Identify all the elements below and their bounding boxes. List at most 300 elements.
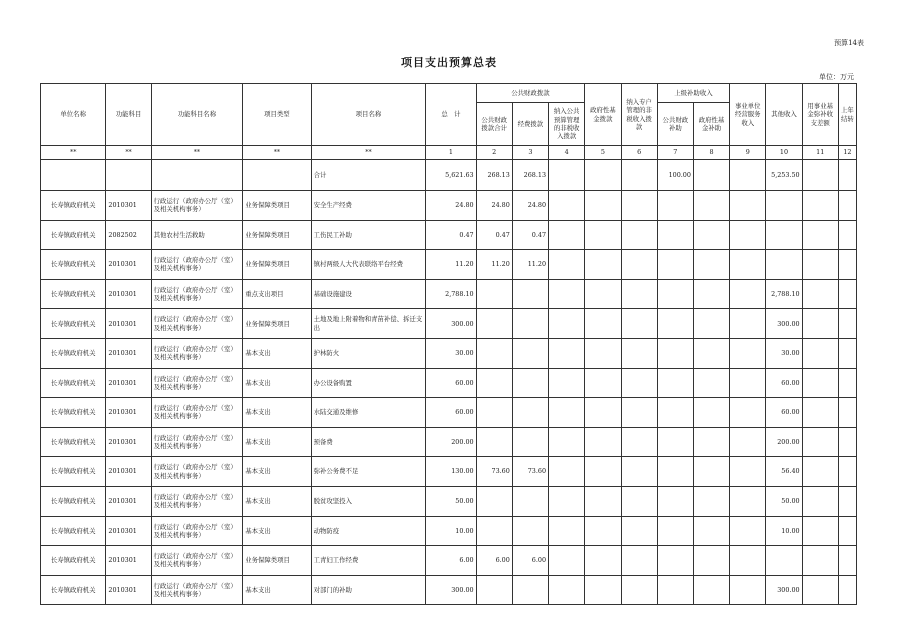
- empty-cell: [657, 486, 693, 516]
- empty-cell: [838, 457, 856, 487]
- empty-cell: [549, 575, 585, 605]
- empty-cell: [802, 516, 838, 546]
- empty-cell: [693, 191, 729, 221]
- table-row: [41, 546, 857, 576]
- cell-func-name: 行政运行（政府办公厅（室）及相关机构事务）: [151, 516, 243, 546]
- empty-cell: [802, 546, 838, 576]
- empty-cell: [730, 486, 766, 516]
- cell-unit: 长寿镇政府机关: [41, 250, 106, 280]
- cell-unit: 长寿镇政府机关: [41, 575, 106, 605]
- empty-cell: [657, 546, 693, 576]
- empty-cell: [621, 309, 657, 339]
- cell-pf-total: 73.60: [476, 457, 512, 487]
- cell-pf-total: [476, 427, 512, 457]
- cell-total: 0.47: [426, 220, 476, 250]
- cell-project-type: 业务保障类项目: [243, 546, 311, 576]
- empty-cell: [838, 398, 856, 428]
- empty-cell: [585, 457, 621, 487]
- empty-cell: [730, 309, 766, 339]
- cell-other-income: 2,788.10: [766, 279, 802, 309]
- cell-unit: 长寿镇政府机关: [41, 398, 106, 428]
- cell-other-income: 30.00: [766, 338, 802, 368]
- cell-pf-total: [476, 279, 512, 309]
- cell-project-name: 镇村两级人大代表联络平台经费: [311, 250, 426, 280]
- cell-pf-total: 0.47: [476, 220, 512, 250]
- cell-total: 60.00: [426, 368, 476, 398]
- empty-cell: [802, 457, 838, 487]
- empty-cell: [621, 279, 657, 309]
- cell-func-code: 2010301: [106, 309, 151, 339]
- empty-cell: [802, 191, 838, 221]
- cell-other-income: 56.40: [766, 457, 802, 487]
- cell-unit: 长寿镇政府机关: [41, 279, 106, 309]
- empty-cell: [585, 398, 621, 428]
- header-project-name: 项目名称: [311, 84, 426, 146]
- cell-other-income: [766, 220, 802, 250]
- empty-cell: [730, 250, 766, 280]
- cell-project-type: 基本支出: [243, 516, 311, 546]
- empty-cell: [693, 338, 729, 368]
- empty-cell: [621, 575, 657, 605]
- empty-cell: [838, 368, 856, 398]
- cell-project-name: 土地及地上附着物和青苗补偿、拆迁支出: [311, 309, 426, 339]
- cell-func-code: 2010301: [106, 191, 151, 221]
- cell-func-name: 行政运行（政府办公厅（室）及相关机构事务）: [151, 338, 243, 368]
- empty-cell: [621, 457, 657, 487]
- empty-cell: [621, 516, 657, 546]
- cell-pf-total: [476, 309, 512, 339]
- header-gov-fund: 政府性基金拨款: [585, 84, 621, 146]
- cell-other-income: [766, 250, 802, 280]
- header-public-finance-group: 公共财政拨款: [476, 84, 585, 103]
- cell-func-code: 2010301: [106, 516, 151, 546]
- cell-func-code: 2010301: [106, 250, 151, 280]
- empty-cell: [730, 279, 766, 309]
- cell-operating: [512, 516, 548, 546]
- index-cell: 5: [585, 146, 621, 160]
- cell-func-name: 行政运行（政府办公厅（室）及相关机构事务）: [151, 368, 243, 398]
- empty-cell: [838, 220, 856, 250]
- total-operating: 268.13: [512, 160, 548, 191]
- cell-project-name: 对部门的补助: [311, 575, 426, 605]
- empty-cell: [730, 368, 766, 398]
- empty-cell: [802, 338, 838, 368]
- empty-cell: [838, 486, 856, 516]
- empty-cell: [585, 368, 621, 398]
- cell-project-type: 业务保障类项目: [243, 191, 311, 221]
- header-reserve: 用事业基金弥补收支差额: [802, 84, 838, 146]
- table-row: [41, 486, 857, 516]
- cell-func-name: 其他农村生活救助: [151, 220, 243, 250]
- empty-cell: [693, 546, 729, 576]
- empty-cell: [693, 309, 729, 339]
- cell-other-income: [766, 191, 802, 221]
- cell-func-name: 行政运行（政府办公厅（室）及相关机构事务）: [151, 427, 243, 457]
- cell-project-name: 安全生产经费: [311, 191, 426, 221]
- cell-total: 6.00: [426, 546, 476, 576]
- empty-cell: [585, 279, 621, 309]
- cell-other-income: 300.00: [766, 309, 802, 339]
- empty-cell: [621, 250, 657, 280]
- cell-project-name: 基础设施建设: [311, 279, 426, 309]
- header-special-account-nontax: 纳入专户管理的非税收入拨款: [621, 84, 657, 146]
- cell-func-name: 行政运行（政府办公厅（室）及相关机构事务）: [151, 546, 243, 576]
- index-cell: **: [311, 146, 426, 160]
- empty-cell: [838, 575, 856, 605]
- index-cell: **: [41, 146, 106, 160]
- cell-other-income: 60.00: [766, 368, 802, 398]
- cell-unit: 长寿镇政府机关: [41, 546, 106, 576]
- table-row: [41, 516, 857, 546]
- cell-total: 24.80: [426, 191, 476, 221]
- table-row: [41, 338, 857, 368]
- form-number: 预算14表: [834, 39, 864, 47]
- empty-cell: [693, 457, 729, 487]
- empty-cell: [838, 427, 856, 457]
- empty-cell: [621, 191, 657, 221]
- cell-operating: [512, 427, 548, 457]
- cell-pf-total: [476, 398, 512, 428]
- cell-other-income: 10.00: [766, 516, 802, 546]
- cell-other-income: [766, 546, 802, 576]
- index-cell: 8: [693, 146, 729, 160]
- table-row: [41, 427, 857, 457]
- cell-other-income: 60.00: [766, 398, 802, 428]
- empty-cell: [730, 516, 766, 546]
- header-project-type: 项目类型: [243, 84, 311, 146]
- empty-cell: [621, 368, 657, 398]
- cell-operating: 6.00: [512, 546, 548, 576]
- empty-cell: [657, 368, 693, 398]
- empty-cell: [585, 250, 621, 280]
- empty-cell: [657, 250, 693, 280]
- empty-cell: [802, 575, 838, 605]
- cell-total: 50.00: [426, 486, 476, 516]
- header-row: [41, 84, 857, 103]
- table-row: [41, 191, 857, 221]
- empty-cell: [838, 338, 856, 368]
- total-row: [41, 160, 857, 191]
- cell-operating: [512, 279, 548, 309]
- empty-cell: [549, 368, 585, 398]
- header-func-name: 功能科目名称: [151, 84, 243, 146]
- empty-cell: [549, 398, 585, 428]
- index-row: [41, 146, 857, 160]
- header-public-finance-total: 公共财政拨款合计: [476, 103, 512, 146]
- header-business-income: 事业单位经营服务收入: [730, 84, 766, 146]
- table-row: [41, 575, 857, 605]
- cell-operating: 11.20: [512, 250, 548, 280]
- empty-cell: [657, 220, 693, 250]
- empty-cell: [838, 516, 856, 546]
- index-cell: 11: [802, 146, 838, 160]
- cell-project-name: 工伤民工补助: [311, 220, 426, 250]
- empty-cell: [585, 427, 621, 457]
- empty-cell: [838, 250, 856, 280]
- cell-operating: 0.47: [512, 220, 548, 250]
- cell-pf-total: [476, 338, 512, 368]
- cell-total: 300.00: [426, 575, 476, 605]
- empty-cell: [549, 457, 585, 487]
- table-row: [41, 309, 857, 339]
- header-total: 总 计: [426, 84, 476, 146]
- index-cell: 2: [476, 146, 512, 160]
- cell-operating: [512, 368, 548, 398]
- cell-operating: [512, 309, 548, 339]
- empty-cell: [838, 279, 856, 309]
- empty-cell: [657, 338, 693, 368]
- empty-cell: [693, 368, 729, 398]
- cell-project-type: 业务保障类项目: [243, 220, 311, 250]
- empty-cell: [802, 279, 838, 309]
- empty-cell: [549, 220, 585, 250]
- empty-cell: [585, 191, 621, 221]
- table-row: [41, 220, 857, 250]
- empty-cell: [693, 279, 729, 309]
- empty-cell: [693, 220, 729, 250]
- cell-func-name: 行政运行（政府办公厅（室）及相关机构事务）: [151, 279, 243, 309]
- header-special-account: 纳入公共预算管理的非税收入拨款: [549, 103, 585, 146]
- cell-func-name: 行政运行（政府办公厅（室）及相关机构事务）: [151, 250, 243, 280]
- cell-pf-total: [476, 368, 512, 398]
- cell-func-code: 2010301: [106, 486, 151, 516]
- index-cell: **: [106, 146, 151, 160]
- empty-cell: [585, 575, 621, 605]
- header-other-income: 其他收入: [766, 84, 802, 146]
- empty-cell: [549, 279, 585, 309]
- cell-unit: 长寿镇政府机关: [41, 486, 106, 516]
- cell-project-type: 基本支出: [243, 457, 311, 487]
- cell-project-type: 基本支出: [243, 338, 311, 368]
- empty-cell: [621, 220, 657, 250]
- cell-pf-total: [476, 516, 512, 546]
- cell-project-name: 护林防火: [311, 338, 426, 368]
- cell-pf-total: [476, 486, 512, 516]
- cell-unit: 长寿镇政府机关: [41, 516, 106, 546]
- cell-total: 30.00: [426, 338, 476, 368]
- unit-label: 单位：万元: [819, 73, 854, 81]
- index-cell: 12: [838, 146, 856, 160]
- empty-cell: [730, 191, 766, 221]
- empty-cell: [730, 546, 766, 576]
- empty-cell: [802, 220, 838, 250]
- cell-operating: [512, 575, 548, 605]
- index-cell: **: [243, 146, 311, 160]
- empty-cell: [657, 516, 693, 546]
- total-pf-total: 268.13: [476, 160, 512, 191]
- cell-other-income: 200.00: [766, 427, 802, 457]
- empty-cell: [657, 279, 693, 309]
- empty-cell: [802, 486, 838, 516]
- table-row: [41, 250, 857, 280]
- budget-table: [40, 83, 857, 605]
- empty-cell: [657, 457, 693, 487]
- cell-func-code: 2082502: [106, 220, 151, 250]
- cell-unit: 长寿镇政府机关: [41, 368, 106, 398]
- empty-cell: [730, 457, 766, 487]
- table-row: [41, 398, 857, 428]
- cell-total: 130.00: [426, 457, 476, 487]
- index-cell: **: [151, 146, 243, 160]
- empty-cell: [802, 427, 838, 457]
- empty-cell: [693, 516, 729, 546]
- index-cell: 6: [621, 146, 657, 160]
- cell-func-code: 2010301: [106, 427, 151, 457]
- cell-project-name: 水陆交通及维修: [311, 398, 426, 428]
- cell-operating: 24.80: [512, 191, 548, 221]
- cell-func-name: 行政运行（政府办公厅（室）及相关机构事务）: [151, 575, 243, 605]
- empty-cell: [802, 398, 838, 428]
- header-higher-public: 公共财政补助: [657, 103, 693, 146]
- header-higher-subsidy-group: 上级补助收入: [657, 84, 729, 103]
- empty-cell: [802, 309, 838, 339]
- empty-cell: [585, 338, 621, 368]
- empty-cell: [693, 398, 729, 428]
- cell-project-type: 基本支出: [243, 427, 311, 457]
- empty-cell: [621, 338, 657, 368]
- index-cell: 10: [766, 146, 802, 160]
- cell-func-name: 行政运行（政府办公厅（室）及相关机构事务）: [151, 457, 243, 487]
- empty-cell: [693, 575, 729, 605]
- table-row: [41, 368, 857, 398]
- total-other: 5,253.50: [766, 160, 802, 191]
- cell-func-code: 2010301: [106, 546, 151, 576]
- cell-pf-total: 11.20: [476, 250, 512, 280]
- empty-cell: [657, 575, 693, 605]
- cell-project-name: 预备费: [311, 427, 426, 457]
- cell-project-name: 动物防疫: [311, 516, 426, 546]
- cell-operating: [512, 338, 548, 368]
- cell-unit: 长寿镇政府机关: [41, 338, 106, 368]
- empty-cell: [621, 398, 657, 428]
- index-cell: 9: [730, 146, 766, 160]
- empty-cell: [802, 250, 838, 280]
- empty-cell: [549, 546, 585, 576]
- empty-cell: [657, 191, 693, 221]
- empty-cell: [730, 220, 766, 250]
- empty-cell: [802, 368, 838, 398]
- cell-project-type: 业务保障类项目: [243, 309, 311, 339]
- index-cell: 3: [512, 146, 548, 160]
- empty-cell: [585, 546, 621, 576]
- cell-pf-total: 24.80: [476, 191, 512, 221]
- empty-cell: [549, 338, 585, 368]
- empty-cell: [693, 486, 729, 516]
- cell-project-type: 基本支出: [243, 575, 311, 605]
- table-row: [41, 457, 857, 487]
- table-row: [41, 279, 857, 309]
- empty-cell: [657, 309, 693, 339]
- cell-pf-total: [476, 575, 512, 605]
- empty-cell: [549, 250, 585, 280]
- cell-unit: 长寿镇政府机关: [41, 427, 106, 457]
- header-operating-funds: 经费拨款: [512, 103, 548, 146]
- cell-project-name: 脱贫攻坚投入: [311, 486, 426, 516]
- empty-cell: [657, 427, 693, 457]
- header-higher-gov-fund: 政府性基金补助: [693, 103, 729, 146]
- empty-cell: [621, 427, 657, 457]
- cell-unit: 长寿镇政府机关: [41, 191, 106, 221]
- cell-project-type: 业务保障类项目: [243, 250, 311, 280]
- cell-func-code: 2010301: [106, 575, 151, 605]
- cell-total: 2,788.10: [426, 279, 476, 309]
- empty-cell: [621, 546, 657, 576]
- empty-cell: [657, 398, 693, 428]
- cell-total: 300.00: [426, 309, 476, 339]
- empty-cell: [621, 486, 657, 516]
- header-unit-name: 单位名称: [41, 84, 106, 146]
- empty-cell: [730, 575, 766, 605]
- cell-func-code: 2010301: [106, 279, 151, 309]
- empty-cell: [838, 309, 856, 339]
- cell-unit: 长寿镇政府机关: [41, 457, 106, 487]
- cell-total: 11.20: [426, 250, 476, 280]
- empty-cell: [585, 516, 621, 546]
- empty-cell: [730, 398, 766, 428]
- cell-operating: [512, 398, 548, 428]
- empty-cell: [549, 516, 585, 546]
- cell-func-code: 2010301: [106, 398, 151, 428]
- cell-project-type: 基本支出: [243, 368, 311, 398]
- total-label: 合计: [311, 160, 426, 191]
- cell-func-name: 行政运行（政府办公厅（室）及相关机构事务）: [151, 486, 243, 516]
- empty-cell: [838, 546, 856, 576]
- cell-unit: 长寿镇政府机关: [41, 309, 106, 339]
- empty-cell: [730, 338, 766, 368]
- cell-unit: 长寿镇政府机关: [41, 220, 106, 250]
- cell-operating: 73.60: [512, 457, 548, 487]
- empty-cell: [693, 250, 729, 280]
- cell-func-code: 2010301: [106, 457, 151, 487]
- cell-other-income: 50.00: [766, 486, 802, 516]
- cell-project-type: 基本支出: [243, 486, 311, 516]
- cell-total: 10.00: [426, 516, 476, 546]
- page-title: 项目支出预算总表: [401, 56, 497, 69]
- index-cell: 1: [426, 146, 476, 160]
- cell-func-code: 2010301: [106, 368, 151, 398]
- cell-func-code: 2010301: [106, 338, 151, 368]
- cell-func-name: 行政运行（政府办公厅（室）及相关机构事务）: [151, 309, 243, 339]
- empty-cell: [585, 309, 621, 339]
- empty-cell: [549, 427, 585, 457]
- cell-total: 200.00: [426, 427, 476, 457]
- cell-project-type: 重点支出项目: [243, 279, 311, 309]
- total-higher-public: 100.00: [657, 160, 693, 191]
- header-func-code: 功能科目: [106, 84, 151, 146]
- index-cell: 4: [549, 146, 585, 160]
- cell-pf-total: 6.00: [476, 546, 512, 576]
- empty-cell: [730, 427, 766, 457]
- empty-cell: [838, 191, 856, 221]
- cell-func-name: 行政运行（政府办公厅（室）及相关机构事务）: [151, 191, 243, 221]
- empty-cell: [549, 486, 585, 516]
- empty-cell: [693, 427, 729, 457]
- total-amount: 5,621.63: [426, 160, 476, 191]
- cell-other-income: 300.00: [766, 575, 802, 605]
- cell-operating: [512, 486, 548, 516]
- empty-cell: [549, 309, 585, 339]
- cell-project-type: 基本支出: [243, 398, 311, 428]
- cell-project-name: 弥补公务费不足: [311, 457, 426, 487]
- cell-total: 60.00: [426, 398, 476, 428]
- cell-func-name: 行政运行（政府办公厅（室）及相关机构事务）: [151, 398, 243, 428]
- index-cell: 7: [657, 146, 693, 160]
- empty-cell: [549, 191, 585, 221]
- header-carryover: 上年结转: [838, 84, 856, 146]
- cell-project-name: 工青妇工作经费: [311, 546, 426, 576]
- empty-cell: [585, 486, 621, 516]
- empty-cell: [585, 220, 621, 250]
